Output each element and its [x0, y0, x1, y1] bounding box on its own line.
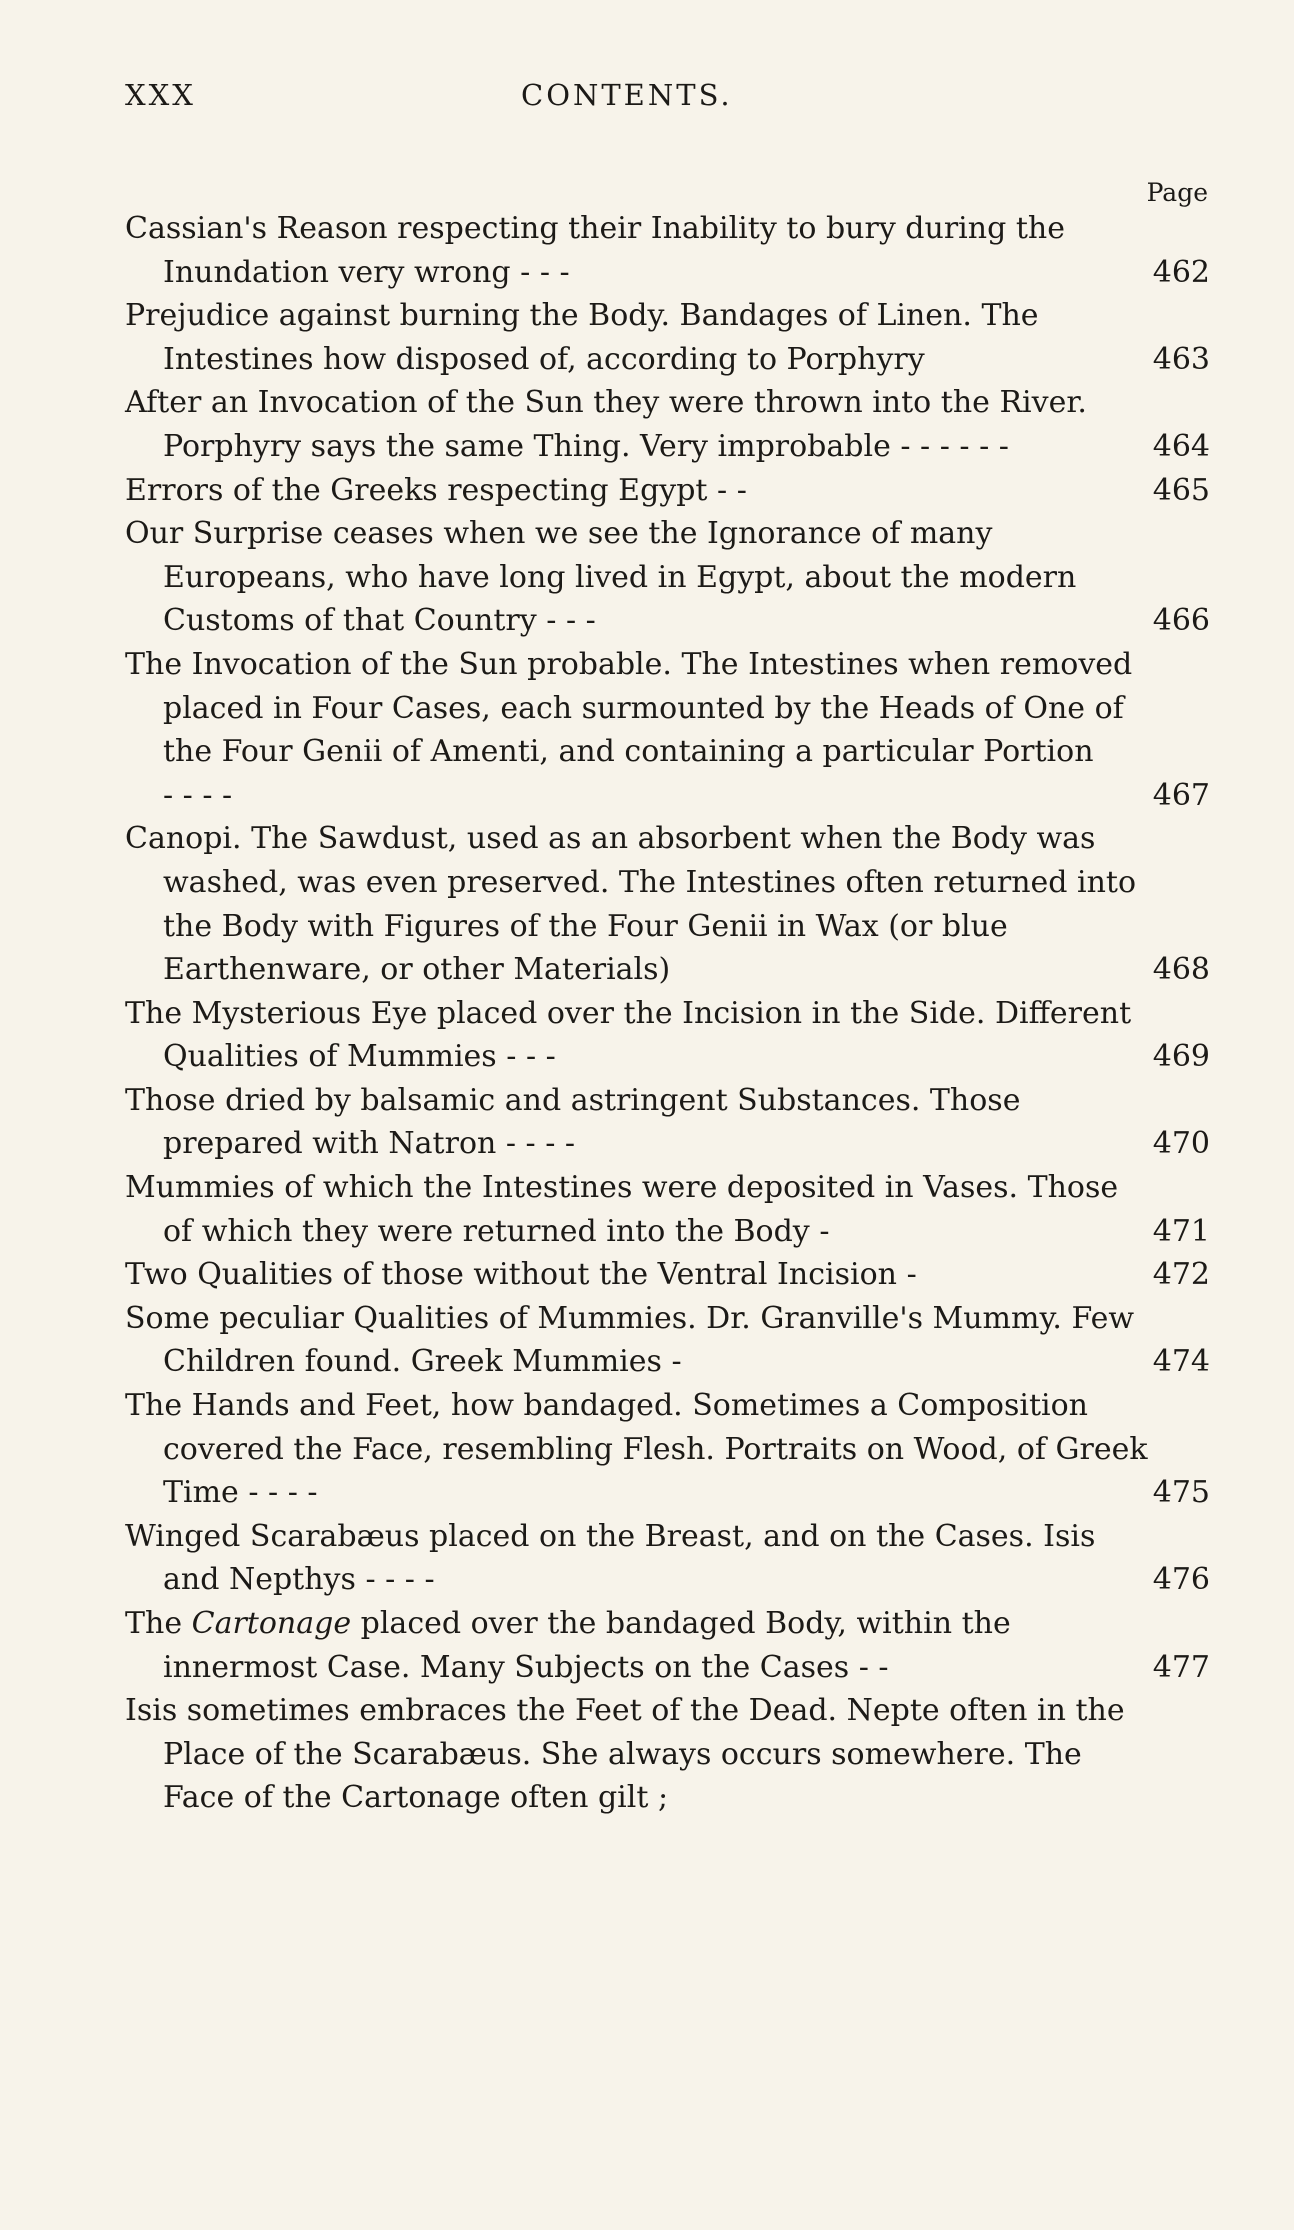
entry-page-number: 471 — [1152, 1213, 1210, 1249]
entry-text: The Mysterious Eye placed over the Incision in the Side. Different Qualities of Mummies — [125, 995, 1132, 1075]
entry-text: Those dried by balsamic and astringent Substances. Those prepared with Natron — [125, 1082, 1021, 1162]
contents-list — [125, 207, 1210, 1820]
page-column-label: Page — [1146, 178, 1208, 207]
contents-entry — [125, 207, 1210, 294]
entry-text-after: placed over the bandaged Body, within the innermost Case. Many Subjects on the Cases - — [163, 1606, 1011, 1685]
contents-entry — [125, 1253, 1210, 1297]
entry-text: Mummies of which the Intestines were deposited in Vases. Those of which they were returned into the Body — [125, 1170, 1119, 1249]
entry-leader: - - - - — [365, 1562, 435, 1598]
entry-page-number: 467 — [1152, 777, 1210, 813]
entry-leader: - - - — [546, 603, 596, 639]
entry-page-number: 466 — [1152, 603, 1210, 639]
entry-text-italic: Cartonage — [191, 1606, 352, 1641]
contents-entry — [125, 469, 1210, 513]
entry-text: Prejudice against burning the Body. Bandages of Linen. The Intestines how disposed of, according to Porphyry — [125, 298, 1039, 377]
contents-entry — [125, 817, 1210, 991]
entry-text-before: The — [125, 1606, 192, 1641]
entry-text: The Invocation of the Sun probable. The Intestines when removed placed in Four Cases, each surmounted by the Heads of One of the Four Genii of Amenti, and containing a particular Portion — [125, 646, 1133, 770]
running-head — [0, 78, 1294, 118]
contents-entry — [125, 1166, 1210, 1253]
entry-page-number: 465 — [1152, 472, 1210, 508]
entry-page-number: 476 — [1152, 1562, 1210, 1598]
entry-leader: - - - - — [163, 777, 233, 813]
entry-page-number: 463 — [1152, 341, 1210, 377]
entry-text: Errors of the Greeks respecting Egypt — [125, 472, 708, 508]
entry-page-number: 469 — [1152, 1039, 1210, 1075]
contents-entry — [125, 1079, 1210, 1166]
entry-page-number: 475 — [1152, 1475, 1210, 1511]
contents-entry — [125, 294, 1210, 381]
entry-leader: - — [906, 1257, 917, 1293]
entry-page-number: 470 — [1152, 1126, 1210, 1162]
entry-leader: - — [878, 1649, 889, 1685]
entry-page-number: 472 — [1152, 1257, 1210, 1293]
contents-entry — [125, 643, 1210, 817]
entry-leader: - — [819, 1213, 830, 1249]
entry-page-number: 477 — [1152, 1649, 1210, 1685]
entry-text: The Hands and Feet, how bandaged. Sometimes a Composition covered the Face, resembling Flesh. Portraits on Wood, of Greek Time — [125, 1388, 1148, 1511]
page-folio: XXX — [125, 78, 196, 112]
contents-entry — [125, 381, 1210, 468]
entry-page-number: 462 — [1152, 254, 1210, 290]
entry-text: Canopi. The Sawdust, used as an absorbent when the Body was washed, was even preserved. The Intestines often returned into the Body with Figures of the Four Genii in Wax (or blue Earthenware, or other Materials) — [125, 821, 1137, 988]
entry-page-number: 464 — [1152, 428, 1210, 464]
contents-entry — [125, 1602, 1210, 1689]
contents-entry — [125, 1297, 1210, 1384]
entry-leader: - - - - — [248, 1475, 318, 1511]
entry-text: Two Qualities of those without the Ventral Incision — [125, 1257, 898, 1293]
entry-text: After an Invocation of the Sun they were thrown into the River. Porphyry says the same Thing. Very improbable — [125, 385, 1087, 464]
entry-text: Our Surprise ceases when we see the Ignorance of many Europeans, who have long lived in Egypt, about the modern Customs of that Country — [125, 516, 1077, 639]
contents-entry — [125, 1689, 1210, 1820]
page-title: CONTENTS. — [521, 78, 733, 112]
entry-page-number: 468 — [1152, 952, 1210, 988]
entry-text: Winged Scarabæus placed on the Breast, and on the Cases. Isis and Nepthys — [125, 1518, 1096, 1598]
entry-leader: - - - — [506, 1039, 556, 1075]
entry-leader: - - - - — [505, 1126, 576, 1162]
entry-page-number: 474 — [1152, 1344, 1210, 1380]
entry-leader: - - - — [520, 254, 570, 290]
entry-leader: - - - - - - — [900, 428, 1009, 464]
entry-text: Some peculiar Qualities of Mummies. Dr. Granville's Mummy. Few Children found. Greek Mummies — [125, 1300, 1135, 1380]
entry-text: Cassian's Reason respecting their Inability to bury during the Inundation very wrong — [125, 211, 1065, 290]
contents-entry — [125, 512, 1210, 643]
contents-entry — [125, 1384, 1210, 1515]
contents-entry — [125, 1515, 1210, 1602]
entry-leader: - - — [717, 472, 747, 508]
entry-text: Isis sometimes embraces the Feet of the Dead. Nepte often in the Place of the Scarabæus. She always occurs somewhere. The Face of the Cartonage often gilt ; — [125, 1693, 1125, 1816]
entry-leader: - — [671, 1344, 682, 1380]
contents-entry — [125, 992, 1210, 1079]
